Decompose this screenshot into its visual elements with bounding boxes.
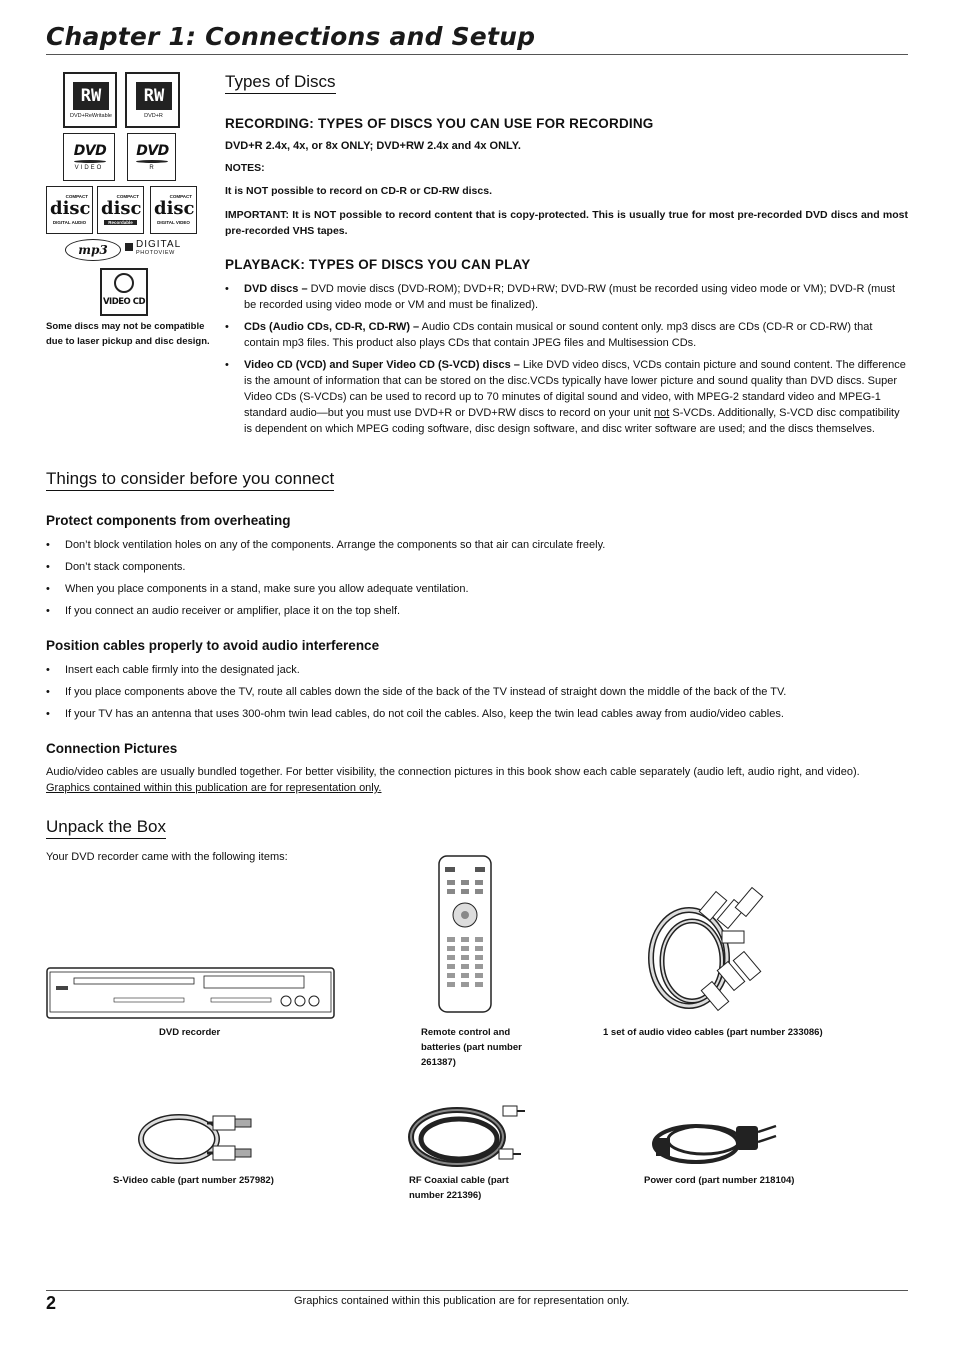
pictures-underlined: Graphics contained within this publication are for representation only.	[46, 782, 382, 794]
bullet-term: Video CD (VCD) and Super Video CD (S-VCD) discs –	[244, 359, 520, 371]
dvd-video-logo	[63, 133, 115, 181]
footer-rule	[46, 1290, 908, 1291]
dvd-video-logo-text: DVD	[73, 143, 107, 159]
cd-recordable-text: disc	[101, 198, 142, 219]
video-cd-text: VIDEO CD	[102, 297, 146, 307]
header-rule	[46, 54, 908, 55]
list-item: • If your TV has an antenna that uses 300-ohm twin lead cables, do not coil the cables. Also, keep the twin lead cables away from audio/video cables.	[46, 706, 908, 722]
playback-list	[225, 281, 908, 443]
footer-note: Graphics contained within this publication are for representation only.	[294, 1295, 630, 1307]
dvd-r-logo-sub: DVD+R	[144, 113, 163, 119]
list-item: • If you connect an audio receiver or amplifier, place it on the top shelf.	[46, 603, 908, 619]
bullet-text: Like DVD video discs, VCDs contain picture and sound content. The difference is the amount of information that can be stored on the disc.VCDs typically have lower picture and sound quality than DVD discs. Super Video CDs (S-VCDs) can be used to record up to 70 minutes of digital sound and video, with MPEG-2 standard video and MPEG-1 standard audio—but you must use DVD+R or DVD+RW discs to record on your unit	[244, 359, 906, 419]
overheat-list	[46, 537, 908, 625]
disc-compat-caption: Some discs may not be compatible due to laser pickup and disc design.	[46, 321, 210, 347]
av-cables-illustration	[644, 883, 772, 1023]
disc-logos-panel	[46, 72, 216, 352]
note-cd-r: It is NOT possible to record on CD-R or CD-RW discs.	[225, 185, 492, 197]
remote-control-illustration	[437, 855, 493, 1015]
digital-text: DIGITAL	[136, 239, 182, 250]
page-number: 2	[46, 1293, 57, 1313]
list-item: • If you place components above the TV, route all cables down the side of the back of the TV instead of straight down the middle of the back of the TV.	[46, 684, 908, 700]
cd-video-top: COMPACT	[169, 194, 192, 199]
svideo-caption: S-Video cable (part number 257982)	[113, 1175, 274, 1186]
rw-logo-text: RW	[73, 82, 109, 110]
video-cd-logo	[100, 268, 148, 316]
bullet-term: DVD discs –	[244, 283, 308, 295]
cd-video-sub: DIGITAL VIDEO	[157, 220, 190, 225]
dvd-r-logo	[127, 133, 176, 181]
compact-disc-video-logo	[150, 186, 197, 234]
recording-line: DVD+R 2.4x, 4x, or 8x ONLY; DVD+RW 2.4x and 4x ONLY.	[225, 140, 521, 152]
unpack-intro: Your DVD recorder came with the following items:	[46, 851, 288, 863]
pictures-heading: Connection Pictures	[46, 741, 178, 756]
video-cd-disc-icon	[114, 273, 134, 293]
list-item: • Don’t stack components.	[46, 559, 908, 575]
list-item: • Don’t block ventilation holes on any of the components. Arrange the components so that air can circulate freely.	[46, 537, 908, 553]
chapter-title: Chapter 1: Connections and Setup	[46, 22, 536, 51]
bullet-text: Audio CDs contain musical or sound content only. mp3 discs are CDs (CD-R or CD-RW) that contain mp3 files. This product also plays CDs that contain JPEG files and Multisession CDs.	[244, 321, 873, 349]
av-cables-caption: 1 set of audio video cables (part number 233086)	[603, 1027, 823, 1038]
photoview-square-icon	[125, 243, 133, 251]
power-cord-illustration	[648, 1108, 783, 1168]
bullet-underline: not	[654, 407, 670, 419]
photoview-text: PHOTOVIEW	[136, 250, 175, 256]
power-cord-caption: Power cord (part number 218104)	[644, 1175, 795, 1186]
list-item	[225, 319, 908, 351]
unpack-heading: Unpack the Box	[46, 817, 166, 839]
digital-photoview-logo	[125, 239, 195, 261]
cd-audio-text: disc	[50, 198, 91, 219]
cd-audio-top: COMPACT	[65, 194, 88, 199]
dvd-disc-mark	[74, 160, 106, 163]
things-to-consider-heading: Things to consider before you connect	[46, 469, 334, 491]
cd-video-text: disc	[154, 198, 195, 219]
types-of-discs-heading: Types of Discs	[225, 72, 336, 94]
recording-heading: RECORDING: TYPES OF DISCS YOU CAN USE FOR RECORDING	[225, 116, 654, 131]
dvd-video-logo-sub: VIDEO	[74, 165, 104, 171]
remote-caption: Remote control and batteries (part number 261387)	[421, 1027, 522, 1068]
notes-label: NOTES:	[225, 162, 265, 174]
dvd-r-logo-suffix: R	[149, 165, 154, 171]
pictures-text	[46, 764, 908, 796]
dvd-recorder-caption: DVD recorder	[159, 1027, 221, 1038]
bullet-term: CDs (Audio CDs, CD-R, CD-RW) –	[244, 321, 420, 333]
dvd-rewritable-logo	[63, 72, 117, 128]
cables-list	[46, 662, 908, 728]
cd-recordable-sub: Recordable	[104, 220, 137, 225]
playback-heading: PLAYBACK: TYPES OF DISCS YOU CAN PLAY	[225, 257, 531, 272]
dvd-r-logo-text: RW	[136, 82, 172, 110]
list-item	[225, 357, 908, 437]
compact-disc-recordable-logo	[97, 186, 144, 234]
list-item: • Insert each cable firmly into the designated jack.	[46, 662, 908, 678]
mp3-logo: mp3	[65, 239, 121, 261]
list-item	[225, 281, 908, 313]
rw-logo-sub: DVD+ReWritable	[70, 113, 112, 119]
dvd-r-disc-mark	[136, 160, 168, 163]
cd-recordable-top: COMPACT	[116, 194, 139, 199]
bullet-text-end: S-VCDs. Additionally, S-VCD disc compatibility is dependent on which MPEG coding software, disc design software, and disc writer software are used; and the discs themselves.	[244, 407, 900, 435]
list-item: • When you place components in a stand, make sure you allow adequate ventilation.	[46, 581, 908, 597]
pictures-paragraph: Audio/video cables are usually bundled together. For better visibility, the connection pictures in this book show each cable separately (audio left, audio right, and video).	[46, 766, 860, 778]
dvd-r-logo-main: DVD	[136, 143, 169, 159]
dvd-plus-r-logo	[125, 72, 180, 128]
rf-coax-caption: RF Coaxial cable (part number 221396)	[409, 1175, 509, 1201]
cables-heading: Position cables properly to avoid audio interference	[46, 638, 380, 653]
overheat-heading: Protect components from overheating	[46, 513, 291, 528]
note-copy-protected: IMPORTANT: It is NOT possible to record content that is copy-protected. This is usually true for most pre-recorded DVD discs and most pre-recorded VHS tapes.	[225, 209, 908, 237]
bullet-text: DVD movie discs (DVD-ROM); DVD+R; DVD+RW; DVD-RW (must be recorded using video mode or VM); DVD-R (must be recorded using video mode or VM and must be finalized).	[244, 283, 895, 311]
dvd-recorder-illustration	[46, 966, 336, 1021]
svideo-cable-illustration	[137, 1111, 262, 1166]
cd-audio-sub: DIGITAL AUDIO	[52, 220, 87, 225]
rf-coax-cable-illustration	[407, 1103, 529, 1168]
compact-disc-audio-logo	[46, 186, 93, 234]
